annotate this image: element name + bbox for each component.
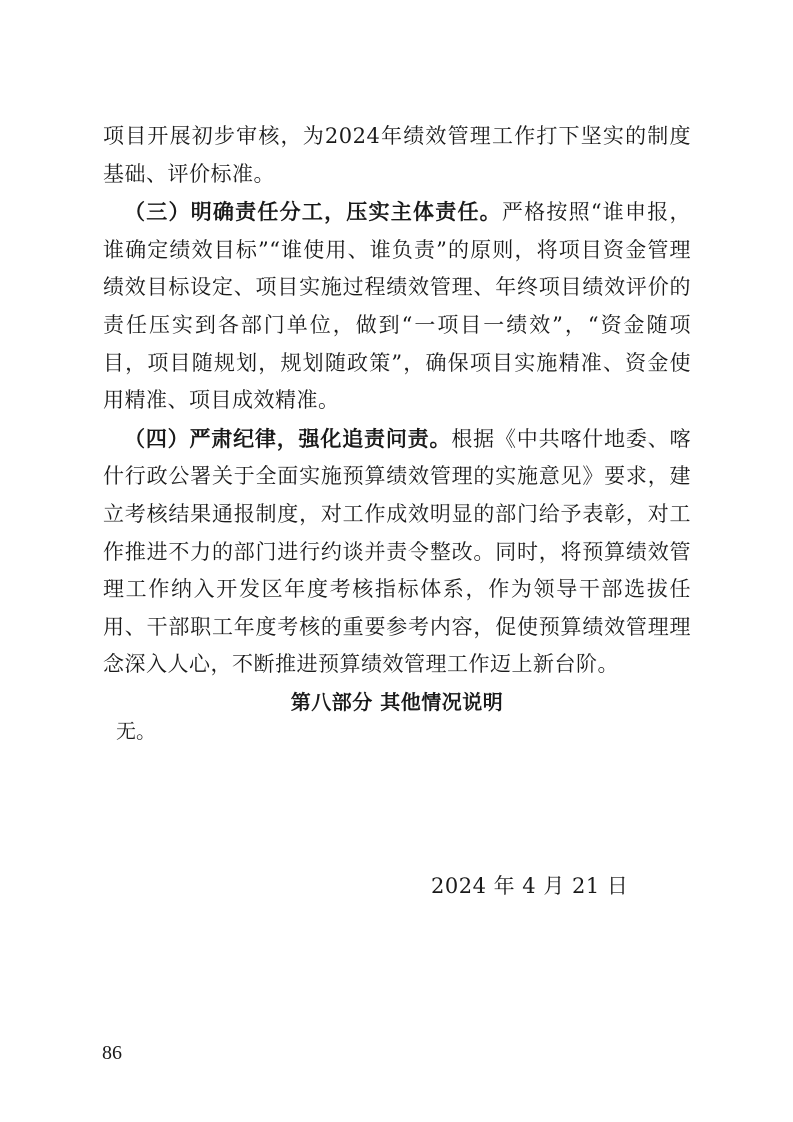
document-date: 2024 年 4 月 21 日 — [431, 874, 629, 898]
part-eight-body: 无。 — [116, 718, 156, 743]
section-four-body: 根据《中共喀什地委、喀什行政公署关于全面实施预算绩效管理的实施意见》要求，建立考核结果通报制度，对工作成效明显的部门给予表彰，对工作推进不力的部门进行约谈并责令整改。同时，将预算绩效管理工作纳入开发区年度考核指标体系，作为领导干部选拔任用、干部职工年度考核的重要参考内容，促使预算绩效管理理念深入人心，不断推进预算绩效管理工作迈上新台阶。 — [103, 426, 692, 677]
part-eight-title: 第八部分 其他情况说明 — [290, 689, 504, 714]
section-four-heading: （四）严肃纪律，强化追责问责。 — [124, 426, 452, 451]
section-three-heading: （三）明确责任分工，压实主体责任。 — [124, 200, 502, 225]
section-four-paragraph — [103, 421, 691, 684]
document-content — [103, 118, 691, 745]
section-three-paragraph — [103, 194, 691, 420]
opening-paragraph: 项目开展初步审核，为2024年绩效管理工作打下坚实的制度基础、评价标准。 — [103, 124, 691, 186]
section-three-body: 严格按照“谁申报，谁确定绩效目标”“谁使用、谁负责”的原则，将项目资金管理绩效目标设定、项目实施过程绩效管理、年终项目绩效评价的责任压实到各部门单位，做到“一项目一绩效”，“资金随项目，项目随规划，规划随政策”，确保项目实施精准、资金使用精准、项目成效精准。 — [103, 200, 691, 413]
page-number: 86 — [102, 1042, 122, 1064]
